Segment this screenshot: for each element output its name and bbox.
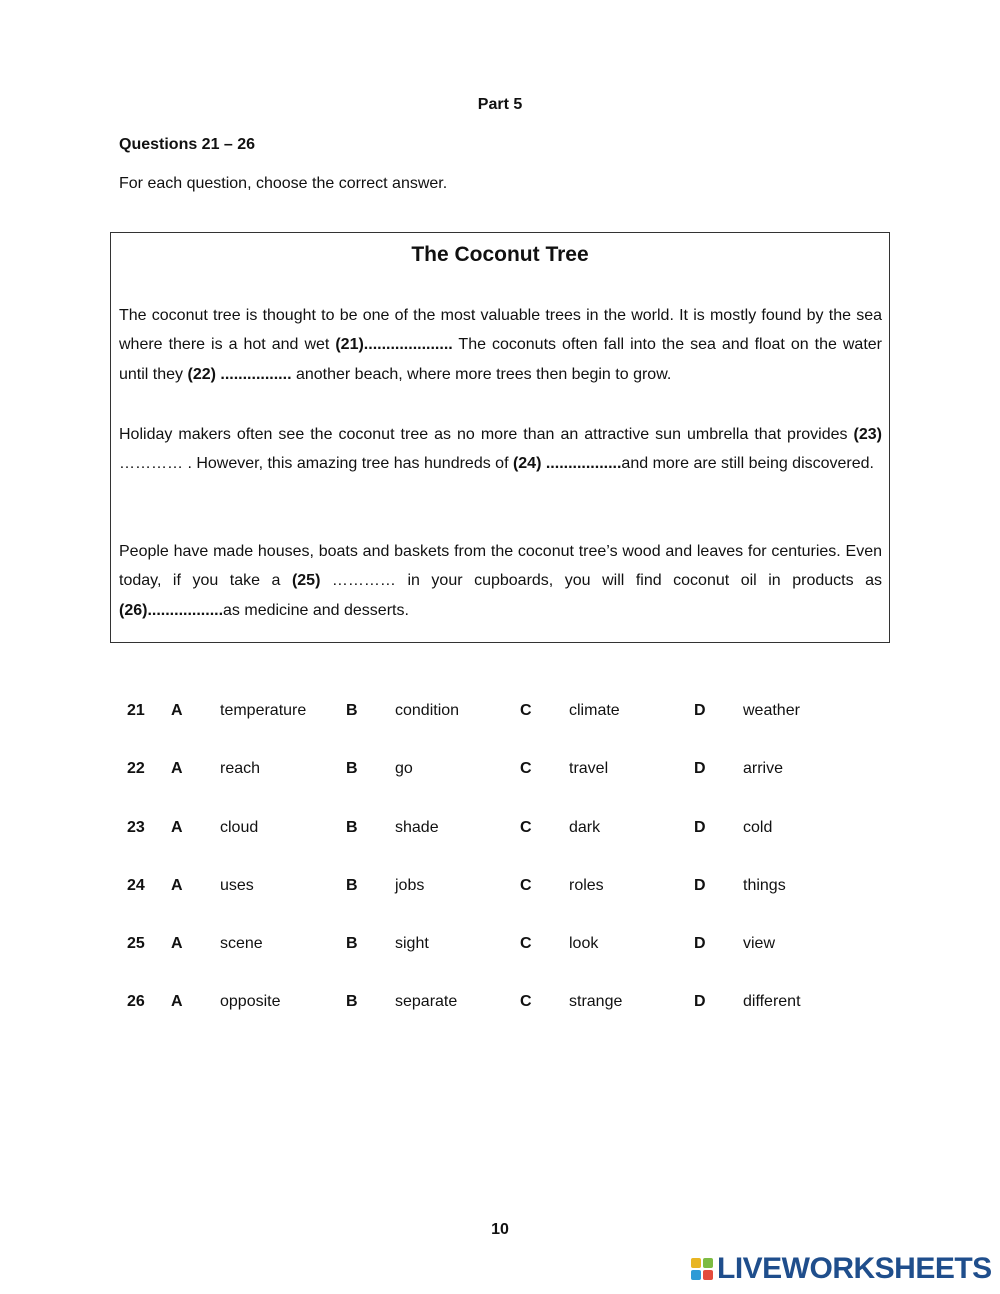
option-letter-a: A — [171, 702, 183, 719]
question-number-25: (25) — [291, 572, 321, 590]
option-letter-b: B — [346, 935, 358, 952]
passage-title: The Coconut Tree — [411, 243, 589, 266]
option-letter-d: D — [694, 702, 706, 719]
option-letter-a: A — [171, 760, 183, 777]
option-letter-c: C — [520, 993, 532, 1010]
liveworksheets-logo-icon — [691, 1258, 713, 1280]
option-letter-b: B — [346, 702, 358, 719]
option-letter-d: D — [694, 877, 706, 894]
option-c[interactable]: strange — [569, 993, 623, 1010]
option-d[interactable]: view — [743, 935, 776, 952]
text: another beach, where more trees then begin to grow. — [291, 365, 672, 383]
option-a[interactable]: cloud — [220, 819, 259, 836]
blank-23[interactable]: ………… . — [119, 455, 192, 473]
text: and more are still being discovered. — [621, 455, 874, 473]
question-row-24 — [0, 877, 1000, 901]
question-number-26: (26) — [119, 601, 148, 619]
option-letter-a: A — [171, 819, 183, 836]
question-number: 23 — [127, 819, 145, 836]
logo-square — [703, 1270, 713, 1280]
question-number: 25 — [127, 935, 145, 952]
text: as medicine and desserts. — [223, 601, 409, 619]
option-letter-d: D — [694, 760, 706, 777]
page-number: 10 — [491, 1221, 509, 1238]
option-c[interactable]: travel — [569, 760, 609, 777]
question-number-21: (21) — [335, 336, 364, 354]
option-b[interactable]: separate — [395, 993, 458, 1010]
option-a[interactable]: reach — [220, 760, 261, 777]
question-number-22: (22) — [187, 365, 216, 383]
option-letter-c: C — [520, 877, 532, 894]
instructions: For each question, choose the correct answer. — [119, 175, 448, 192]
option-letter-a: A — [171, 935, 183, 952]
question-number-23: (23) — [853, 426, 882, 443]
logo-square — [691, 1258, 701, 1268]
option-c[interactable]: climate — [569, 702, 620, 719]
option-b[interactable]: sight — [395, 935, 429, 952]
option-c[interactable]: roles — [569, 877, 604, 894]
passage-box — [110, 232, 890, 643]
option-letter-d: D — [694, 819, 706, 836]
option-letter-b: B — [346, 760, 358, 777]
question-row-23 — [0, 819, 1000, 843]
option-b[interactable]: condition — [395, 702, 460, 719]
text: in your cupboards, you will find coconut oil in products as — [395, 572, 883, 590]
blank-26[interactable]: ................. — [147, 601, 224, 619]
question-number: 26 — [127, 993, 145, 1010]
text: The coconut tree is thought to be one of the most valuable trees in the world. It is mostly found by the sea where there is a hot and wet — [119, 307, 882, 354]
question-row-21 — [0, 702, 1000, 726]
brand-logo[interactable] — [691, 1252, 992, 1286]
question-number: 21 — [127, 702, 145, 719]
question-number-24: (24) — [512, 455, 542, 473]
option-d[interactable]: arrive — [743, 760, 784, 777]
option-letter-c: C — [520, 935, 532, 952]
option-a[interactable]: scene — [220, 935, 263, 952]
blank-25[interactable]: ………… — [320, 572, 396, 590]
blank-22[interactable]: ................ — [215, 365, 292, 383]
questions-heading: Questions 21 – 26 — [119, 136, 256, 153]
option-letter-a: A — [171, 993, 183, 1010]
option-a[interactable]: uses — [220, 877, 254, 894]
option-letter-d: D — [694, 993, 706, 1010]
question-row-26 — [0, 993, 1000, 1017]
option-b[interactable]: go — [395, 760, 413, 777]
option-letter-c: C — [520, 702, 532, 719]
option-b[interactable]: jobs — [395, 877, 425, 894]
option-d[interactable]: things — [743, 877, 786, 894]
question-number: 22 — [127, 760, 145, 777]
blank-24[interactable]: ................. — [541, 455, 622, 473]
part-title: Part 5 — [477, 96, 523, 113]
question-number: 24 — [127, 877, 145, 894]
brand-text: LIVEWORKSHEETS — [717, 1252, 992, 1285]
option-b[interactable]: shade — [395, 819, 439, 836]
option-c[interactable]: dark — [569, 819, 601, 836]
paragraph-3 — [119, 537, 882, 625]
option-letter-b: B — [346, 877, 358, 894]
option-d[interactable]: cold — [743, 819, 773, 836]
text: However, this amazing tree has hundreds of — [191, 455, 513, 473]
option-letter-d: D — [694, 935, 706, 952]
paragraph-1 — [119, 301, 882, 389]
text: Holiday makers often see the coconut tree as no more than an attractive sun umbrella that provides — [119, 426, 854, 443]
paragraph-2 — [119, 420, 882, 479]
option-letter-c: C — [520, 760, 532, 777]
blank-21[interactable]: .................... — [363, 336, 453, 354]
question-row-25 — [0, 935, 1000, 959]
option-c[interactable]: look — [569, 935, 599, 952]
option-letter-c: C — [520, 819, 532, 836]
text: People have made houses, boats and baskets from the coconut tree’s wood and leaves for centuries. Even today, if you take a — [119, 543, 882, 590]
option-d[interactable]: weather — [743, 702, 800, 719]
text: The coconuts often fall into the sea and float on the water until they — [119, 336, 883, 383]
option-a[interactable]: temperature — [220, 702, 307, 719]
option-letter-b: B — [346, 819, 358, 836]
option-letter-b: B — [346, 993, 358, 1010]
option-letter-a: A — [171, 877, 183, 894]
option-a[interactable]: opposite — [220, 993, 281, 1010]
logo-square — [703, 1258, 713, 1268]
option-d[interactable]: different — [743, 993, 801, 1010]
question-row-22 — [0, 760, 1000, 784]
logo-square — [691, 1270, 701, 1280]
